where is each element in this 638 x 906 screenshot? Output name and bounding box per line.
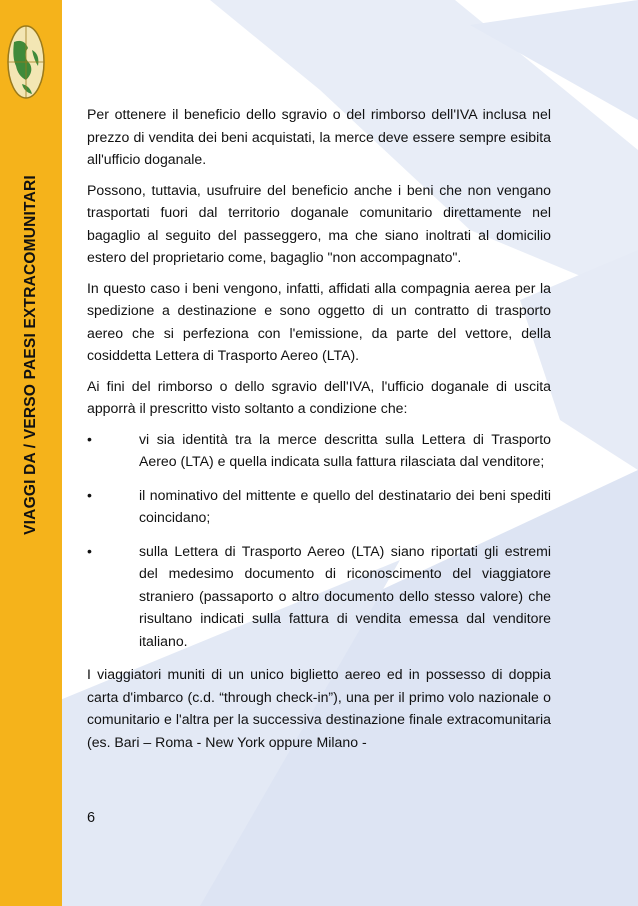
bullet-icon: • (87, 430, 92, 447)
bullet-icon: • (87, 486, 92, 503)
bullet-icon: • (87, 542, 92, 559)
page-number: 6 (87, 810, 96, 826)
sidebar-title: VIAGGI DA / VERSO PAESI EXTRACOMUNITARI (22, 175, 39, 535)
document-body (87, 103, 551, 761)
list-item-text: sulla Lettera di Trasporto Aereo (LTA) siano riportati gli estremi del medesimo documento di riconoscimento del viaggiatore straniero (passaporto o altro documento dello stesso valore) che risultano indicati sulla fattura di vendita emessa dal venditore italiano. (139, 542, 551, 649)
paragraph: Per ottenere il beneficio dello sgravio o del rimborso dell'IVA inclusa nel prezzo di vendita dei beni acquistati, la merce deve essere sempre esibita all'ufficio doganale. (87, 106, 551, 167)
list-item (87, 428, 551, 473)
paragraph: Possono, tuttavia, usufruire del beneficio anche i beni che non vengano trasportati fuori dal territorio doganale comunitario direttamente nel bagaglio al seguito del passeggero, ma che siano inoltrati al domicilio estero del proprietario come, bagaglio "non accompagnato". (87, 181, 551, 265)
list-item (87, 484, 551, 529)
paragraph: In questo caso i beni vengono, infatti, affidati alla compagnia aerea per la spedizione a destinazione e sono oggetto di un contratto di trasporto aereo che si perfeziona con l'emissione, da parte del vettore, della cosiddetta Lettera di Trasporto Aereo (LTA). (87, 279, 551, 363)
list-item-text: vi sia identità tra la merce descritta sulla Lettera di Trasporto Aereo (LTA) e quella indicata sulla fattura rilasciata dal venditore; (139, 430, 551, 469)
sidebar (0, 0, 62, 906)
closing-paragraph: I viaggiatori muniti di un unico biglietto aereo ed in possesso di doppia carta d'imbarco (c.d. “through check-in”), una per il primo volo nazionale o comunitario e l'altra per la successiva destinazione finale extracomunitaria (es. Bari – Roma - New York oppure Milano - (87, 666, 551, 750)
paragraph: Ai fini del rimborso o dello sgravio dell'IVA, l'ufficio doganale di uscita apporrà il prescritto visto soltanto a condizione che: (87, 377, 551, 416)
list-item-text: il nominativo del mittente e quello del destinatario dei beni spediti coincidano; (139, 486, 551, 525)
globe-icon (4, 20, 48, 104)
list-item (87, 540, 551, 653)
